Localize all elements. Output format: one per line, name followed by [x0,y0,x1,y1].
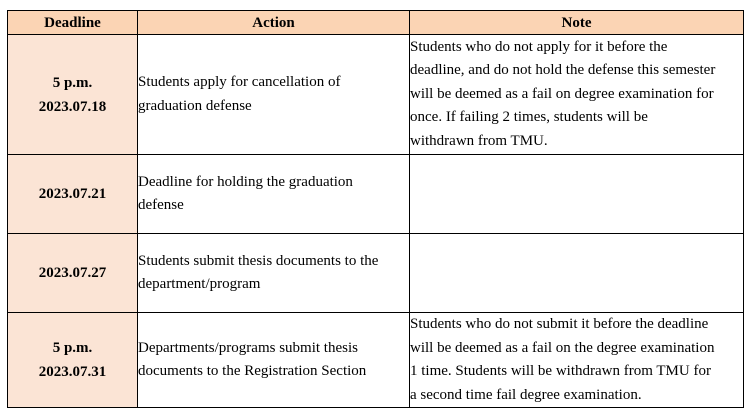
table-row [8,35,744,155]
header-row [8,11,744,35]
action-text-line: Departments/programs submit thesis [138,339,358,356]
deadline-cell [8,35,138,155]
deadline-date: 2023.07.18 [38,98,107,115]
action-text-line: Students apply for cancellation of [138,74,341,90]
action-cell [138,313,410,408]
action-cell [138,35,410,155]
deadline-cell [8,313,138,408]
table-row [8,234,744,313]
note-text-line: a second time fail degree examination. [410,386,642,403]
note-cell-empty [410,155,744,234]
action-text-line: department/program [138,276,261,292]
note-cell [410,313,744,408]
action-text-line: graduation defense [138,97,252,114]
action-text-line: Deadline for holding the graduation [138,173,353,190]
note-cell [410,35,744,155]
note-text-line: 1 time. Students will be withdrawn from TMU for [410,363,711,379]
action-text-line: defense [138,197,184,213]
action-text-line: Students submit thesis documents to the [138,252,379,269]
deadline-date: 2023.07.27 [38,265,107,281]
table-row [8,155,744,234]
action-cell [138,155,410,234]
note-text-line: Students who do not apply for it before the [410,38,668,55]
deadline-schedule-table [7,10,744,408]
note-cell-empty [410,234,744,313]
note-text-line: Students who do not submit it before the deadline [410,316,709,332]
deadline-time: 5 p.m. [52,340,93,356]
deadline-cell [8,234,138,313]
action-text-line: documents to the Registration Section [138,363,367,379]
header-deadline: Deadline [8,11,138,35]
note-text-line: will be deemed as a fail on the degree examination [410,339,715,356]
note-text-line: deadline, and do not hold the defense this semester [410,62,716,79]
deadline-date: 2023.07.21 [38,186,107,202]
note-text-line: will be deemed as a fail on degree examination for [410,85,714,102]
action-cell [138,234,410,313]
note-text-line: once. If failing 2 times, students will be [410,109,648,126]
header-action: Action [138,11,410,35]
deadline-time: 5 p.m. [52,74,93,91]
header-note: Note [410,11,744,35]
deadline-date: 2023.07.31 [38,364,107,380]
note-text-line: withdrawn from TMU. [410,132,548,149]
deadline-cell [8,155,138,234]
table-row [8,313,744,408]
